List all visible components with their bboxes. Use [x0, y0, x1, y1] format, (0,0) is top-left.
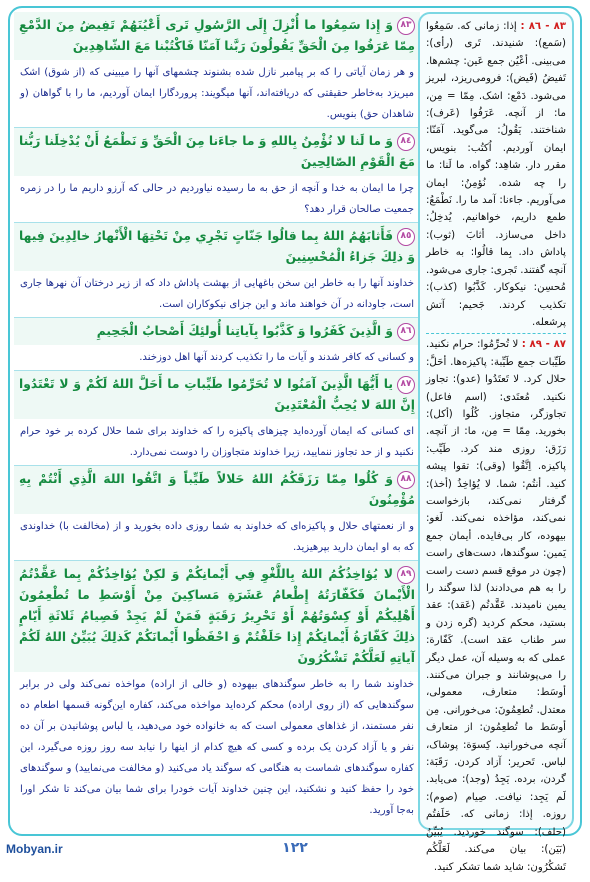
vocab-section	[426, 18, 566, 331]
verse-arabic	[14, 318, 420, 345]
verse-block	[14, 128, 420, 223]
verse-text: وَ ما لَنا لا نُؤْمِنُ بِاللهِ وَ ما جاءَنا مِنَ الْحَقِّ وَ نَطْمَعُ أَنْ يُدْخِلَنا رَبُّنا مَعَ الْقَوْمِ الصّالِحِينَ	[19, 134, 415, 169]
verse-block	[14, 466, 420, 561]
verse-block	[14, 223, 420, 318]
vocab-section	[426, 336, 566, 876]
verse-translation: خداوند شما را به خاطر سوگندهای بیهوده (و خالی از اراده) مواخذه نمی‌کند ولی در برابر سوگندهایی که (از روی اراده) محکم کرده‌اید مواخذه می‌کند، کفاره این‌گونه قسمها اطعام ده نفر مستمند، از غذاهای معمولی است که به خانواده خود می‌دهید، یا لباس پوشانیدن بر آن ده نفر و یا آزاد کردن یک برده و کسی که هیچ کدام از اینها را نیابد سه روز روزه می‌گیرد، این کفاره سوگندهای شماست به هنگامی که سوگند یاد می‌کنید (و مخالفت می‌نمایید) و سوگندهای خود را حفظ کنید و نشکنید، این چنین خداوند آیات خودرا برای شما بیان می‌کند تا شکر اورا به‌جا آورید.	[20, 679, 414, 816]
main-column	[14, 12, 420, 830]
verse-number-badge: ٨٧	[397, 376, 415, 394]
verse-translation: خداوند آنها را به خاطر این سخن باغهایی از بهشت پاداش داد که از زیر درختان آن نهرها جاری است، جاودانه در آن خواهند ماند و این جزای نیکوکاران است.	[20, 278, 414, 310]
vocab-definitions: لا تُحرِّمُوا: حرام نکنید. طَیِّبات جمع طَیِّبة: پاکیزه‌ها. أحَلَّ: حلال کرد. لا تَعتَدُوا (عدو): تجاوز نکنید. مُعتَدی: (اسم فاعل) تجاوزگر، متجاوز. کُلُوا (أکل): بخورید. مِمّا = مِن، ما: از آنچه. رَزَق: روزی‌ مند کرد. طَیِّب: پاکیزه. اِتَّقُوا (وقی): تقوا پیشه کنید. أنتُم: شما. لا یُؤاخِذُ (أخذ): گرفتار نمی‌کند، بازخواست نمی‌کند، مؤاخذه نمی‌کند. لَغو: بیهوده، کار بی‌فایده. أیمان جمع یَمین: سوگندها، دست‌های راست (چون در موقع قسم دست راست را به هم می‌دادند) لذا سوگند را یمین نامیدند. عَقَّدتُم (عَقد): عقد بستید، محکم کردید (گره زدن و سر طناب عقد است). کَفّارة: عملی که به وسیله آن، عمل دیگر را می‌پوشانند و جبران می‌کنند. أوسَط: متعارف، معمولی، معتدل. تُطعِمُونَ: می‌خورانی. مِن أوسَط ما تُطعِمُون: از متعارف آنچه می‌خورانید. کِسوَة: پوشاک، لباس. تَحریر: آزاد کردن. رَقَبَة: گردن، برده. یَجِدُ (وجد): می‌یابد. لَم یَجِد: نیافت. صِیام (صوم): روزه. إذا: زمانی که. حَلَفتُم (حلف): سوگند خوردید. یُبَیِّنُ (بَیَن): بیان می‌کند. لَعَلَّکُم تَشکُرُون: شاید شما تشکر کنید.	[426, 339, 566, 873]
section-divider	[426, 333, 566, 334]
verse-arabic	[14, 561, 420, 672]
verse-arabic	[14, 466, 420, 514]
verse-text: فَأَثابَهُمُ اللهُ بِما قالُوا جَنّاتٍ تَجْرِي مِنْ تَحْتِهَا الْأَنْهارُ خالِدِينَ فِيها وَ ذلِكَ جَزاءُ الْمُحْسِنِينَ	[19, 229, 415, 264]
verse-translation: و هر زمان آیاتی را که بر پیامبر نازل شده بشنوند چشمهای آنها را میبینی که (از شوق) اشک میریزد به‌خاطر حقیقتی که دریافته‌اند، آنها میگویند: پروردگارا ایمان آوردیم، ما را با گواهان (و شاهدان حق) بنویس.	[20, 67, 414, 120]
verse-number-badge: ٨٣	[397, 17, 415, 35]
verse-arabic	[14, 371, 420, 419]
verse-number-badge: ٨٩	[397, 566, 415, 584]
verse-number-badge: ٨٦	[397, 323, 415, 341]
verse-text: وَ إِذا سَمِعُوا ما أُنْزِلَ إِلَى الرَّسُولِ تَرى أَعْيُنَهُمْ تَفِيضُ مِنَ الدَّمْعِ مِمّا عَرَفُوا مِنَ الْحَقِّ يَقُولُونَ رَبَّنا آمَنّا فَاكْتُبْنا مَعَ الشّاهِدِينَ	[19, 18, 415, 53]
verse-text: وَ كُلُوا مِمّا رَزَقَكُمُ اللهُ حَلالاً طَيِّباً وَ اتَّقُوا اللهَ الَّذِي أَنْتُمْ بِهِ مُؤْمِنُونَ	[19, 472, 415, 507]
verse-text: لا يُؤاخِذُكُمُ اللهُ بِاللَّغْوِ فِي أَيْمانِكُمْ وَ لكِنْ يُؤاخِذُكُمْ بِما عَقَّدْتُمُ الْأَيْمانَ فَكَفّارَتُهُ إِطْعامُ عَشَرَةِ مَساكِينَ مِنْ أَوْسَطِ ما تُطْعِمُونَ أَهْلِيكُمْ أَوْ كِسْوَتُهُمْ أَوْ تَحْرِيرُ رَقَبَةٍ فَمَنْ لَمْ يَجِدْ فَصِيامُ ثَلاثَةِ أَيّامٍ ذلِكَ كَفّارَةُ أَيْمانِكُمْ إِذا حَلَفْتُمْ وَ احْفَظُوا أَيْمانَكُمْ كَذلِكَ يُبَيِّنُ اللهُ لَكُمْ آياتِهِ لَعَلَّكُمْ تَشْكُرُونَ	[19, 567, 415, 665]
vocab-section-range: ٨٣ - ٨٦ :	[520, 21, 566, 32]
vocab-section-range: ٨٧ - ٨٩ :	[521, 339, 567, 351]
verse-text: وَ الَّذِينَ كَفَرُوا وَ كَذَّبُوا بِآياتِنا أُولئِكَ أَصْحابُ الْجَحِيمِ	[96, 324, 393, 338]
verse-translation: و کسانی که کافر شدند و آیات ما را تکذیب کردند آنها اهل دوزخند.	[139, 352, 414, 363]
verse-translation: چرا ما ایمان به خدا و آنچه از حق به ما رسیده نیاوردیم در حالی که آرزو داریم ما را در زمره جمعیت صالحان قرار دهد؟	[20, 183, 414, 215]
verse-arabic	[14, 128, 420, 176]
verse-translation: ای کسانی که ایمان آورده‌اید چیزهای پاکیزه را که خداوند برای شما حلال کرده بر خود حرام نکنید و از حد تجاوز ننمایید، زیرا خداوند متجاوزان را دوست نمی‌دارد.	[20, 426, 414, 458]
site-watermark[interactable]: Mobyan.ir	[6, 842, 63, 856]
verse-block	[14, 561, 420, 823]
verse-arabic	[14, 12, 420, 60]
verse-text: يا أَيُّهَا الَّذِينَ آمَنُوا لا تُحَرِّمُوا طَيِّباتِ ما أَحَلَّ اللهُ لَكُمْ وَ لا تَعْتَدُوا إِنَّ اللهَ لا يُحِبُّ الْمُعْتَدِينَ	[19, 377, 415, 412]
verse-number-badge: ٨٤	[397, 133, 415, 151]
verse-arabic	[14, 223, 420, 271]
verse-block	[14, 12, 420, 128]
verse-translation: و از نعمتهای حلال و پاکیزه‌ای که خداوند به شما روزی داده بخورید و از (مخالفت با) خداوندی که به او ایمان دارید بپرهیزید.	[20, 521, 414, 553]
verse-number-badge: ٨٨	[397, 471, 415, 489]
verse-block	[14, 371, 420, 466]
verse-block	[14, 318, 420, 371]
vocabulary-sidebar	[418, 12, 574, 873]
page-number: ۱۲۲	[282, 840, 308, 856]
verse-number-badge: ٨٥	[397, 228, 415, 246]
vocab-definitions: إذا: زمانی که. سَمِعُوا (سَمع): شنیدند. تَری (رأی): می‌بینی. أعْیُن جمع عَین: چشم‌ها. تَفیضُ (فَیض): فرومی‌ریزد، لبریز می‌شود. دَمْع: اشک. مِمّا = مِن، ما: از آنچه. عَرَفُوا (عَرف): شناختند. یَقُولُ: می‌گوید. آمَنّا: ایمان آوردیم. اُکتُب: بنویس، مقرر دار. شاهِد: گواه. ما لَنا: ما را چه شده. نُؤمِنُ: ایمان می‌آوریم. جاءنا: آمد ما را. نَطْمَعُ: طمع داریم، خواهانیم. یُدخِلُ: داخل می‌سازد. أثابَ (ثوب): پاداش داد. بِما قالُوا: به خاطر آنچه گفتند. تَجری: جاری می‌شود. مُحسِن: نیکوکار. کَذَّبُوا (کذب): تکذیب کردند. جَحیم: آتش پرشعله.	[426, 21, 566, 328]
